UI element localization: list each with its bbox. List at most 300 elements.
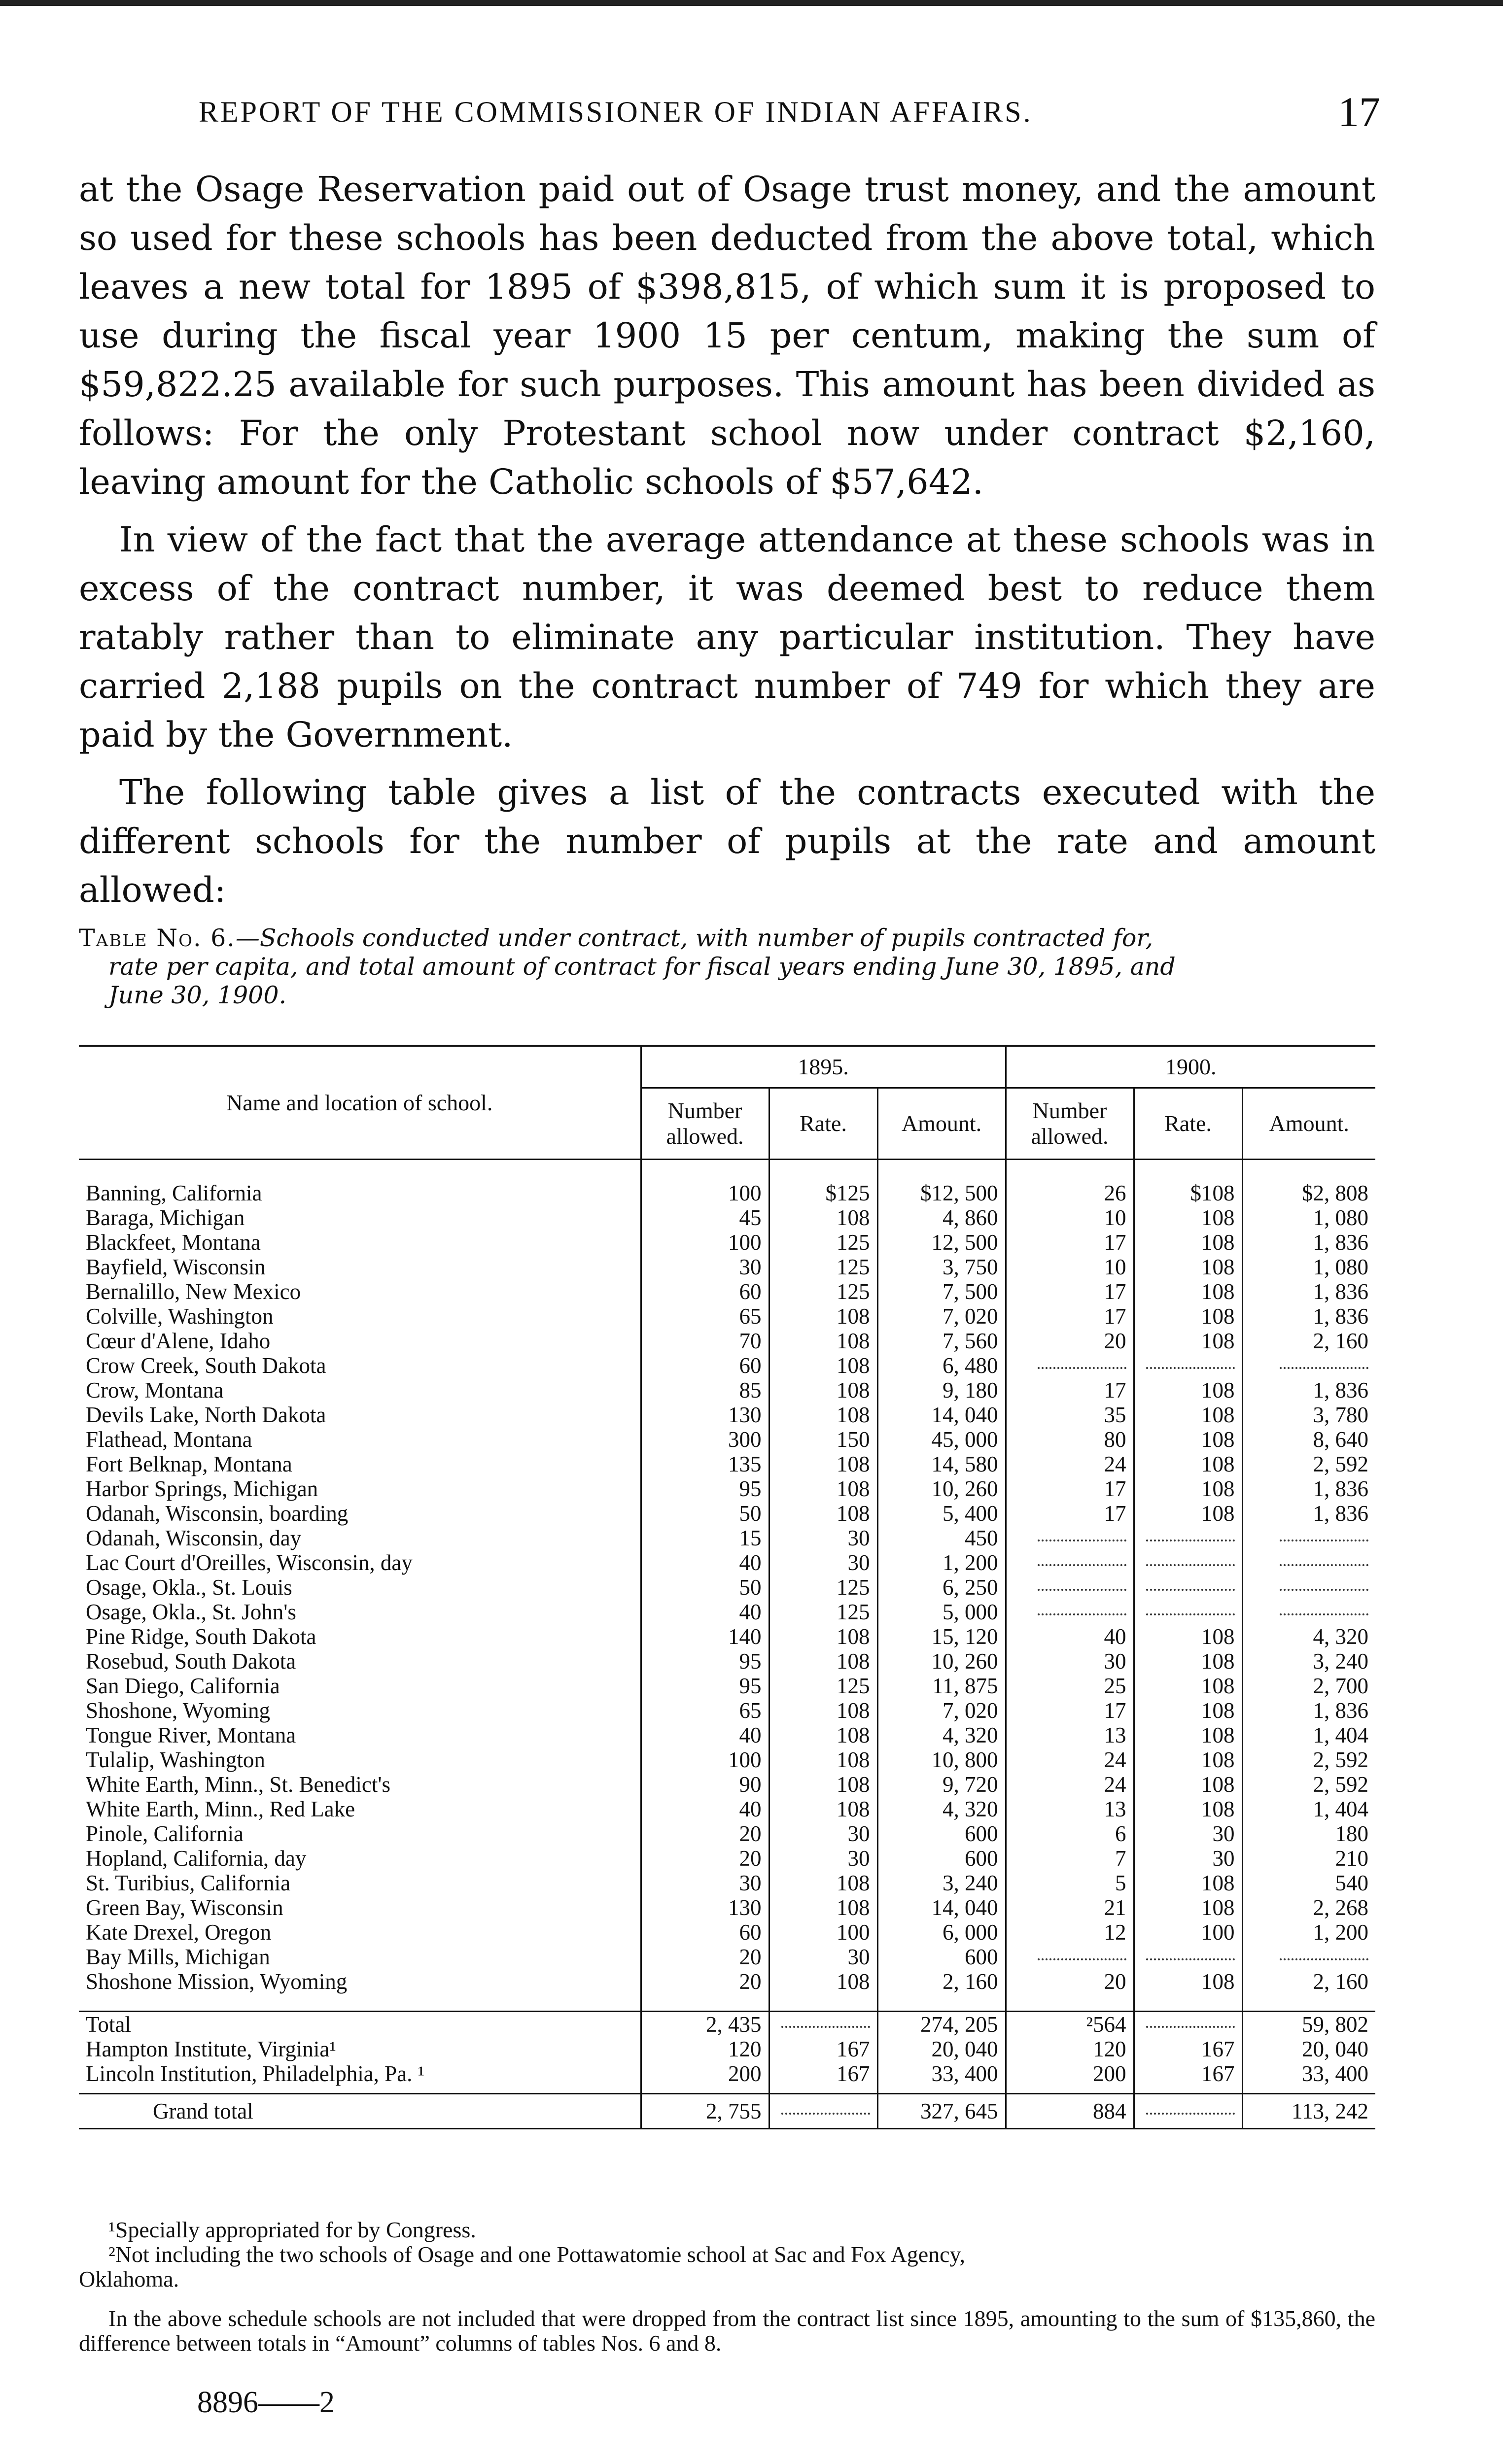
- number-1900-cell: [1006, 1575, 1134, 1600]
- rate-1895-cell: 108: [769, 1403, 877, 1427]
- table-row: [79, 1698, 1375, 1723]
- number-1900-cell: 20: [1006, 1329, 1134, 1353]
- number-1900-cell: 17: [1006, 1501, 1134, 1526]
- number-1900-cell: 17: [1006, 1230, 1134, 1255]
- number-1900-cell: 24: [1006, 1747, 1134, 1772]
- amount-1900-cell: 1, 200: [1242, 1920, 1375, 1945]
- amount-1900-cell: 1, 836: [1242, 1279, 1375, 1304]
- school-name-cell: Grand total: [79, 2094, 641, 2129]
- table-row: [79, 2037, 1375, 2061]
- rate-1900-cell: 108: [1134, 1255, 1242, 1279]
- rate-1895-cell: 125: [769, 1255, 877, 1279]
- school-name-cell: Odanah, Wisconsin, day: [86, 1526, 302, 1550]
- table-row: [79, 1649, 1375, 1674]
- school-name-cell: Crow, Montana: [86, 1378, 224, 1403]
- rate-1895-cell: 108: [769, 1969, 877, 1994]
- table-row: [79, 1230, 1375, 1255]
- col-header-number-1900: Number allowed.: [1006, 1088, 1134, 1160]
- amount-1895-cell: $12, 500: [877, 1181, 1006, 1205]
- rate-1900-cell: 108: [1134, 1329, 1242, 1353]
- table-row: [79, 1600, 1375, 1624]
- table-row: [79, 1969, 1375, 1994]
- rate-1895-cell: 108: [769, 1698, 877, 1723]
- school-name-cell: St. Turibius, California: [86, 1871, 291, 1895]
- rate-1900-cell: 108: [1134, 1698, 1242, 1723]
- number-1895-cell: 20: [641, 1945, 769, 1969]
- amount-1900-cell: 20, 040: [1242, 2037, 1375, 2061]
- rate-1900-cell: 108: [1134, 1772, 1242, 1797]
- rate-1895-cell: 108: [769, 1353, 877, 1378]
- number-1900-cell: 20: [1006, 1969, 1134, 1994]
- school-name-cell: Rosebud, South Dakota: [86, 1649, 296, 1674]
- rate-1900-cell: [1134, 1353, 1242, 1378]
- school-name-cell: Crow Creek, South Dakota: [86, 1353, 326, 1378]
- table-caption: [79, 924, 1375, 1010]
- dotted-leader: [1280, 1588, 1368, 1591]
- paragraph-1: at the Osage Reservation paid out of Osage trust money, and the amount so used for these schools has been deducted from the above total, which leaves a new total for 1895 of $398,815, of which sum it is proposed to use during the fiscal year 1900 15 per centum, making the sum of $59,822.25 available for such purposes. This amount has been divided as follows: For the only Protestant school now under contract $2,160, leaving amount for the Catholic schools of $57,642.: [79, 169, 1375, 502]
- amount-1900-cell: 1, 404: [1242, 1723, 1375, 1747]
- rate-1895-cell: [769, 2012, 877, 2037]
- rate-1895-cell: 125: [769, 1575, 877, 1600]
- number-1900-cell: [1006, 1945, 1134, 1969]
- amount-1900-cell: 1, 836: [1242, 1378, 1375, 1403]
- school-name-cell: Devils Lake, North Dakota: [86, 1403, 326, 1427]
- number-1895-cell: 60: [641, 1353, 769, 1378]
- amount-1895-cell: 4, 860: [877, 1205, 1006, 1230]
- amount-1895-cell: 5, 000: [877, 1600, 1006, 1624]
- amount-1900-cell: [1242, 1526, 1375, 1550]
- amount-1895-cell: 9, 180: [877, 1378, 1006, 1403]
- number-1895-cell: 90: [641, 1772, 769, 1797]
- footnotes: [79, 2218, 1375, 2356]
- rate-1900-cell: $108: [1134, 1181, 1242, 1205]
- number-1895-cell: 40: [641, 1797, 769, 1821]
- dotted-leader: [1280, 1367, 1368, 1369]
- amount-1895-cell: 274, 205: [877, 2012, 1006, 2037]
- number-1895-cell: 30: [641, 1255, 769, 1279]
- rate-1900-cell: 108: [1134, 1624, 1242, 1649]
- table-row: [79, 1427, 1375, 1452]
- school-name-cell: Colville, Washington: [86, 1304, 274, 1329]
- number-1900-cell: 40: [1006, 1624, 1134, 1649]
- rate-1900-cell: 30: [1134, 1846, 1242, 1871]
- amount-1895-cell: 12, 500: [877, 1230, 1006, 1255]
- table-row: [79, 1895, 1375, 1920]
- amount-1895-cell: 600: [877, 1846, 1006, 1871]
- school-name-cell: Total: [79, 2012, 641, 2037]
- school-name-cell: Harbor Springs, Michigan: [86, 1476, 318, 1501]
- rate-1895-cell: 125: [769, 1600, 877, 1624]
- number-1900-cell: 25: [1006, 1674, 1134, 1698]
- amount-1895-cell: 327, 645: [877, 2094, 1006, 2129]
- number-1900-cell: 17: [1006, 1378, 1134, 1403]
- rate-1895-cell: 30: [769, 1526, 877, 1550]
- number-1895-cell: 95: [641, 1649, 769, 1674]
- amount-1900-cell: 540: [1242, 1871, 1375, 1895]
- amount-1900-cell: 2, 592: [1242, 1747, 1375, 1772]
- dotted-leader: [1038, 1564, 1126, 1566]
- amount-1895-cell: 450: [877, 1526, 1006, 1550]
- dotted-leader: [1038, 1367, 1126, 1369]
- rate-1900-cell: [1134, 1945, 1242, 1969]
- school-name-cell: Bernalillo, New Mexico: [86, 1279, 301, 1304]
- table-body: [79, 1160, 1375, 2129]
- dotted-leader: [1280, 1958, 1368, 1960]
- amount-1895-cell: 6, 250: [877, 1575, 1006, 1600]
- school-name-cell: Lac Court d'Oreilles, Wisconsin, day: [86, 1550, 413, 1575]
- amount-1895-cell: 5, 400: [877, 1501, 1006, 1526]
- number-1900-cell: 884: [1006, 2094, 1134, 2129]
- number-1900-cell: 120: [1006, 2037, 1134, 2061]
- amount-1900-cell: [1242, 1550, 1375, 1575]
- number-1895-cell: 85: [641, 1378, 769, 1403]
- amount-1900-cell: [1242, 1600, 1375, 1624]
- table-row: [79, 1205, 1375, 1230]
- page-number: 17: [1338, 88, 1380, 136]
- rate-1895-cell: 108: [769, 1624, 877, 1649]
- rate-1895-cell: 108: [769, 1747, 877, 1772]
- rate-1895-cell: 108: [769, 1797, 877, 1821]
- col-header-amount-1900: Amount.: [1242, 1088, 1375, 1160]
- school-name-cell: Tulalip, Washington: [86, 1747, 265, 1772]
- amount-1900-cell: 1, 836: [1242, 1476, 1375, 1501]
- school-name-cell: Tongue River, Montana: [86, 1723, 296, 1747]
- amount-1900-cell: 1, 080: [1242, 1255, 1375, 1279]
- table-row: [79, 1403, 1375, 1427]
- amount-1895-cell: 15, 120: [877, 1624, 1006, 1649]
- number-1895-cell: 40: [641, 1723, 769, 1747]
- rate-1895-cell: 167: [769, 2061, 877, 2086]
- number-1895-cell: 70: [641, 1329, 769, 1353]
- amount-1900-cell: $2, 808: [1242, 1181, 1375, 1205]
- dotted-leader: [1146, 1539, 1235, 1541]
- number-1900-cell: 30: [1006, 1649, 1134, 1674]
- col-header-number-1895: Number allowed.: [641, 1088, 769, 1160]
- amount-1895-cell: 20, 040: [877, 2037, 1006, 2061]
- table-row: [79, 1452, 1375, 1476]
- rate-1900-cell: 108: [1134, 1452, 1242, 1476]
- amount-1895-cell: 3, 750: [877, 1255, 1006, 1279]
- rate-1895-cell: 125: [769, 1230, 877, 1255]
- dotted-leader: [1146, 1564, 1235, 1566]
- rate-1895-cell: 108: [769, 1205, 877, 1230]
- amount-1900-cell: [1242, 1945, 1375, 1969]
- rate-1900-cell: 108: [1134, 1895, 1242, 1920]
- number-1900-cell: 200: [1006, 2061, 1134, 2086]
- rate-1895-cell: 30: [769, 1846, 877, 1871]
- school-name-cell: Blackfeet, Montana: [86, 1230, 261, 1255]
- amount-1895-cell: 7, 500: [877, 1279, 1006, 1304]
- rate-1895-cell: 30: [769, 1550, 877, 1575]
- number-1895-cell: 40: [641, 1550, 769, 1575]
- rate-1900-cell: 108: [1134, 1747, 1242, 1772]
- amount-1895-cell: 600: [877, 1821, 1006, 1846]
- rate-1900-cell: 167: [1134, 2061, 1242, 2086]
- school-name-cell: Hopland, California, day: [86, 1846, 307, 1871]
- amount-1895-cell: 14, 040: [877, 1895, 1006, 1920]
- school-name-cell: White Earth, Minn., Red Lake: [86, 1797, 355, 1821]
- number-1895-cell: 45: [641, 1205, 769, 1230]
- school-name-cell: Bay Mills, Michigan: [86, 1945, 270, 1969]
- number-1900-cell: 5: [1006, 1871, 1134, 1895]
- number-1900-cell: 35: [1006, 1403, 1134, 1427]
- table-row: [79, 1871, 1375, 1895]
- number-1900-cell: [1006, 1353, 1134, 1378]
- page-header: [79, 88, 1380, 136]
- amount-1900-cell: 1, 404: [1242, 1797, 1375, 1821]
- dotted-leader: [1146, 1588, 1235, 1591]
- rate-1900-cell: 108: [1134, 1797, 1242, 1821]
- number-1900-cell: 17: [1006, 1698, 1134, 1723]
- school-name-cell: Osage, Okla., St. John's: [86, 1600, 296, 1624]
- table-row: [79, 1501, 1375, 1526]
- col-header-rate-1895: Rate.: [769, 1088, 877, 1160]
- amount-1900-cell: 180: [1242, 1821, 1375, 1846]
- dotted-leader: [1280, 1564, 1368, 1566]
- table-row: [79, 1329, 1375, 1353]
- rate-1895-cell: 108: [769, 1476, 877, 1501]
- paragraph-2: In view of the fact that the average attendance at these schools was in excess of the contract number, it was deemed best to reduce them ratably rather than to eliminate any particular institution. They have carried 2,188 pupils on the contract number of 749 for which they are paid by the Government.: [79, 519, 1375, 755]
- table-row: [79, 1821, 1375, 1846]
- rate-1895-cell: 108: [769, 1895, 877, 1920]
- table-row: [79, 1476, 1375, 1501]
- school-name-cell: Baraga, Michigan: [86, 1205, 245, 1230]
- school-name-cell: Odanah, Wisconsin, boarding: [86, 1501, 349, 1526]
- school-name-cell: Green Bay, Wisconsin: [86, 1895, 283, 1920]
- amount-1900-cell: 59, 802: [1242, 2012, 1375, 2037]
- rate-1895-cell: 108: [769, 1649, 877, 1674]
- school-name-cell: Flathead, Montana: [86, 1427, 252, 1452]
- dotted-leader: [781, 2112, 870, 2115]
- amount-1895-cell: 14, 040: [877, 1403, 1006, 1427]
- rate-1900-cell: [1134, 2012, 1242, 2037]
- number-1895-cell: 30: [641, 1871, 769, 1895]
- number-1900-cell: 26: [1006, 1181, 1134, 1205]
- school-name-cell: Kate Drexel, Oregon: [86, 1920, 272, 1945]
- table-row: [79, 1846, 1375, 1871]
- table-row: [79, 2012, 1375, 2037]
- closing-note: In the above schedule schools are not included that were dropped from the contract list since 1895, amounting to the sum of $135,860, the difference between totals in “Amount” columns of tables Nos. 6 and 8.: [79, 2306, 1375, 2356]
- dotted-leader: [1146, 1958, 1235, 1960]
- table-row: [79, 1181, 1375, 1205]
- number-1895-cell: 20: [641, 1821, 769, 1846]
- rate-1895-cell: 108: [769, 1871, 877, 1895]
- school-name-cell: Cœur d'Alene, Idaho: [86, 1329, 271, 1353]
- table-row: [79, 1378, 1375, 1403]
- amount-1900-cell: 113, 242: [1242, 2094, 1375, 2129]
- number-1895-cell: 140: [641, 1624, 769, 1649]
- amount-1895-cell: 7, 020: [877, 1698, 1006, 1723]
- rate-1895-cell: 150: [769, 1427, 877, 1452]
- rate-1900-cell: 108: [1134, 1674, 1242, 1698]
- running-title: REPORT OF THE COMMISSIONER OF INDIAN AFFAIRS.: [199, 96, 1033, 128]
- school-name-cell: Pinole, California: [86, 1821, 244, 1846]
- number-1900-cell: 10: [1006, 1205, 1134, 1230]
- rate-1900-cell: 108: [1134, 1205, 1242, 1230]
- number-1895-cell: 20: [641, 1846, 769, 1871]
- caption-line-2: rate per capita, and total amount of contract for fiscal years ending June 30, 1895, and: [108, 953, 1176, 981]
- amount-1895-cell: 3, 240: [877, 1871, 1006, 1895]
- school-name-cell: Pine Ridge, South Dakota: [86, 1624, 316, 1649]
- number-1900-cell: 12: [1006, 1920, 1134, 1945]
- rate-1900-cell: 108: [1134, 1723, 1242, 1747]
- dotted-leader: [1038, 1539, 1126, 1541]
- number-1900-cell: 17: [1006, 1476, 1134, 1501]
- footnote-1: ¹Specially appropriated for by Congress.: [108, 2217, 476, 2242]
- school-name-cell: Fort Belknap, Montana: [86, 1452, 292, 1476]
- amount-1895-cell: 10, 800: [877, 1747, 1006, 1772]
- number-1900-cell: ²564: [1006, 2012, 1134, 2037]
- rate-1900-cell: 108: [1134, 1304, 1242, 1329]
- number-1900-cell: 13: [1006, 1797, 1134, 1821]
- school-name-cell: Shoshone Mission, Wyoming: [86, 1969, 348, 1994]
- rate-1895-cell: 108: [769, 1723, 877, 1747]
- number-1900-cell: 80: [1006, 1427, 1134, 1452]
- school-name-cell: San Diego, California: [86, 1674, 280, 1698]
- amount-1900-cell: 3, 780: [1242, 1403, 1375, 1427]
- rate-1900-cell: 108: [1134, 1378, 1242, 1403]
- number-1895-cell: 15: [641, 1526, 769, 1550]
- amount-1895-cell: 10, 260: [877, 1649, 1006, 1674]
- number-1895-cell: 100: [641, 1181, 769, 1205]
- number-1895-cell: 120: [641, 2037, 769, 2061]
- rate-1900-cell: [1134, 1575, 1242, 1600]
- rate-1900-cell: 108: [1134, 1649, 1242, 1674]
- dotted-leader: [781, 2025, 870, 2028]
- amount-1895-cell: 600: [877, 1945, 1006, 1969]
- rate-1895-cell: 125: [769, 1674, 877, 1698]
- number-1895-cell: 60: [641, 1920, 769, 1945]
- dotted-leader: [1280, 1539, 1368, 1541]
- contracts-table: [79, 1045, 1375, 2129]
- table-row: [79, 2061, 1375, 2086]
- number-1895-cell: 2, 435: [641, 2012, 769, 2037]
- number-1895-cell: 300: [641, 1427, 769, 1452]
- rate-1900-cell: [1134, 1526, 1242, 1550]
- rate-1900-cell: 108: [1134, 1871, 1242, 1895]
- table-row: [79, 1772, 1375, 1797]
- amount-1900-cell: 210: [1242, 1846, 1375, 1871]
- rate-1895-cell: 30: [769, 1945, 877, 1969]
- top-rule: [0, 0, 1503, 6]
- amount-1895-cell: 4, 320: [877, 1797, 1006, 1821]
- number-1900-cell: 24: [1006, 1452, 1134, 1476]
- amount-1900-cell: 1, 836: [1242, 1304, 1375, 1329]
- rate-1900-cell: [1134, 2094, 1242, 2129]
- number-1900-cell: 17: [1006, 1279, 1134, 1304]
- rate-1900-cell: 108: [1134, 1403, 1242, 1427]
- table-row: [79, 1255, 1375, 1279]
- caption-line-1: —Schools conducted under contract, with number of pupils contracted for,: [235, 924, 1153, 952]
- table-row: [79, 1624, 1375, 1649]
- number-1895-cell: 20: [641, 1969, 769, 1994]
- rate-1895-cell: 108: [769, 1329, 877, 1353]
- number-1900-cell: 17: [1006, 1304, 1134, 1329]
- col-header-1900: 1900.: [1006, 1046, 1375, 1088]
- number-1900-cell: 6: [1006, 1821, 1134, 1846]
- dotted-leader: [1038, 1588, 1126, 1591]
- rate-1900-cell: [1134, 1550, 1242, 1575]
- number-1895-cell: 95: [641, 1674, 769, 1698]
- amount-1895-cell: 9, 720: [877, 1772, 1006, 1797]
- number-1900-cell: 24: [1006, 1772, 1134, 1797]
- table-row: [79, 2094, 1375, 2129]
- number-1900-cell: [1006, 1526, 1134, 1550]
- rate-1900-cell: 108: [1134, 1230, 1242, 1255]
- table-row: [79, 1747, 1375, 1772]
- col-header-name: Name and location of school.: [79, 1046, 641, 1160]
- amount-1900-cell: 1, 080: [1242, 1205, 1375, 1230]
- amount-1900-cell: 3, 240: [1242, 1649, 1375, 1674]
- dotted-leader: [1038, 1958, 1126, 1960]
- dotted-leader: [1146, 2025, 1235, 2028]
- number-1900-cell: 10: [1006, 1255, 1134, 1279]
- number-1895-cell: 2, 755: [641, 2094, 769, 2129]
- table-row: [79, 1920, 1375, 1945]
- amount-1895-cell: 45, 000: [877, 1427, 1006, 1452]
- number-1895-cell: 100: [641, 1230, 769, 1255]
- amount-1895-cell: 7, 020: [877, 1304, 1006, 1329]
- number-1895-cell: 50: [641, 1575, 769, 1600]
- table-row: [79, 1723, 1375, 1747]
- table-row: [79, 1353, 1375, 1378]
- rate-1895-cell: 108: [769, 1378, 877, 1403]
- amount-1900-cell: 2, 268: [1242, 1895, 1375, 1920]
- rate-1900-cell: 108: [1134, 1476, 1242, 1501]
- amount-1900-cell: [1242, 1353, 1375, 1378]
- rate-1900-cell: 100: [1134, 1920, 1242, 1945]
- dotted-leader: [1146, 1613, 1235, 1615]
- number-1900-cell: 7: [1006, 1846, 1134, 1871]
- amount-1900-cell: 2, 700: [1242, 1674, 1375, 1698]
- paragraph-3: The following table gives a list of the contracts executed with the different schools for the number of pupils at the rate and amount allowed:: [79, 772, 1375, 910]
- number-1900-cell: [1006, 1600, 1134, 1624]
- amount-1900-cell: 2, 592: [1242, 1452, 1375, 1476]
- amount-1900-cell: [1242, 1575, 1375, 1600]
- table-row: [79, 1550, 1375, 1575]
- number-1895-cell: 95: [641, 1476, 769, 1501]
- number-1895-cell: 130: [641, 1403, 769, 1427]
- rate-1895-cell: 167: [769, 2037, 877, 2061]
- rate-1900-cell: [1134, 1600, 1242, 1624]
- number-1900-cell: 13: [1006, 1723, 1134, 1747]
- caption-line-3: June 30, 1900.: [108, 981, 287, 1009]
- col-header-amount-1895: Amount.: [877, 1088, 1006, 1160]
- number-1895-cell: 135: [641, 1452, 769, 1476]
- amount-1900-cell: 8, 640: [1242, 1427, 1375, 1452]
- school-name-cell: White Earth, Minn., St. Benedict's: [86, 1772, 391, 1797]
- school-name-cell: Bayfield, Wisconsin: [86, 1255, 266, 1279]
- school-name-cell: Lincoln Institution, Philadelphia, Pa. ¹: [86, 2061, 425, 2086]
- school-name-cell: Shoshone, Wyoming: [86, 1698, 270, 1723]
- amount-1895-cell: 2, 160: [877, 1969, 1006, 1994]
- table-label: Table No. 6.: [79, 924, 236, 952]
- table-row: [79, 1279, 1375, 1304]
- signature-mark: 8896——2: [197, 2386, 335, 2419]
- amount-1900-cell: 2, 160: [1242, 1969, 1375, 1994]
- table-row: [79, 1304, 1375, 1329]
- table-row: [79, 1797, 1375, 1821]
- amount-1895-cell: 4, 320: [877, 1723, 1006, 1747]
- amount-1900-cell: 1, 836: [1242, 1230, 1375, 1255]
- amount-1895-cell: 6, 480: [877, 1353, 1006, 1378]
- number-1895-cell: 65: [641, 1698, 769, 1723]
- dotted-leader: [1146, 2112, 1235, 2115]
- amount-1900-cell: 4, 320: [1242, 1624, 1375, 1649]
- rate-1900-cell: 167: [1134, 2037, 1242, 2061]
- amount-1895-cell: 14, 580: [877, 1452, 1006, 1476]
- amount-1895-cell: 7, 560: [877, 1329, 1006, 1353]
